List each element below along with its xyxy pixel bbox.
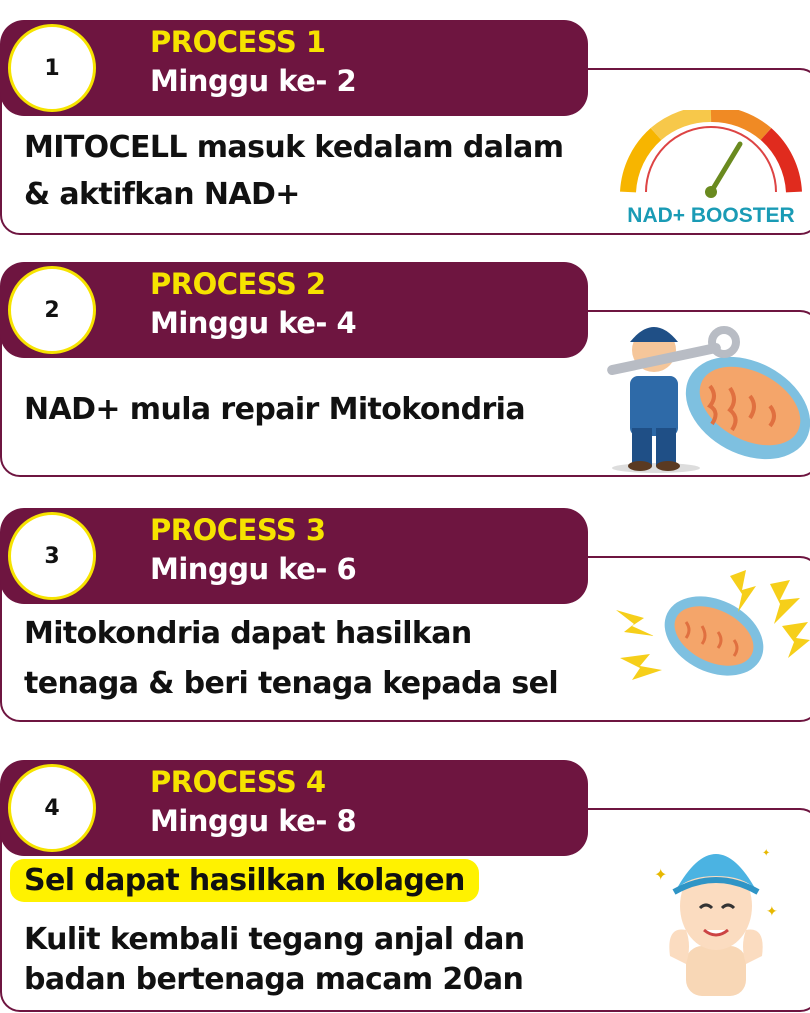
energized-mitochondria-icon	[610, 570, 810, 700]
step-4	[0, 760, 810, 1013]
step-description-line: NAD+ mula repair Mitokondria	[24, 392, 525, 427]
step-number: 4	[8, 764, 96, 852]
process-week: Minggu ke- 6	[150, 552, 357, 586]
process-week: Minggu ke- 2	[150, 64, 357, 98]
process-week: Minggu ke- 8	[150, 804, 357, 838]
nad-booster-gauge-icon	[616, 110, 806, 230]
mechanic-mitochondria-icon	[600, 298, 810, 474]
woman-towel-icon	[646, 826, 786, 996]
step-description-line: badan bertenaga macam 20an	[24, 962, 524, 997]
step-number: 1	[8, 24, 96, 112]
gauge-label: NAD+ BOOSTER	[627, 204, 795, 227]
step-description-line: Mitokondria dapat hasilkan	[24, 616, 472, 651]
svg-text:✦: ✦	[766, 904, 778, 920]
process-title: PROCESS 3	[150, 513, 326, 547]
highlight-text: Sel dapat hasilkan kolagen	[10, 859, 479, 902]
step-description-line: & aktifkan NAD+	[24, 177, 300, 212]
step-number: 3	[8, 512, 96, 600]
step-3	[0, 508, 810, 723]
step-number: 2	[8, 266, 96, 354]
process-week: Minggu ke- 4	[150, 306, 357, 340]
process-title: PROCESS 4	[150, 765, 326, 799]
step-description-line: tenaga & beri tenaga kepada sel	[24, 666, 559, 701]
process-title: PROCESS 1	[150, 25, 326, 59]
svg-text:✦: ✦	[762, 848, 771, 859]
step-description-line: Kulit kembali tegang anjal dan	[24, 922, 525, 957]
step-description-line: MITOCELL masuk kedalam dalam	[24, 130, 564, 165]
svg-text:✦: ✦	[654, 865, 668, 884]
step-1	[0, 20, 810, 235]
process-title: PROCESS 2	[150, 267, 326, 301]
step-2	[0, 262, 810, 477]
